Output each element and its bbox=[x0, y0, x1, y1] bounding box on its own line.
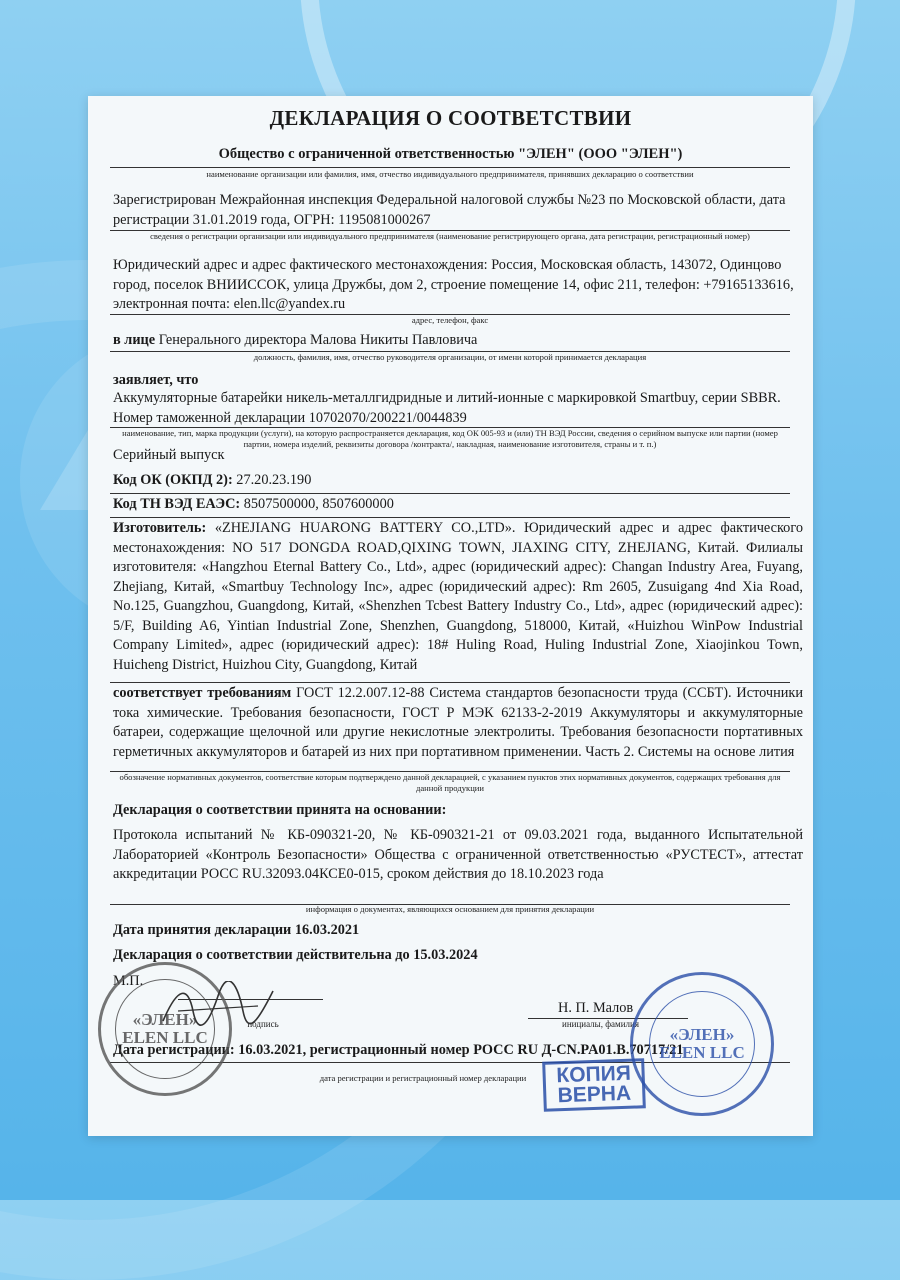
ok-code-line bbox=[113, 471, 803, 491]
signer-name: Н. П. Малов bbox=[558, 1000, 634, 1016]
person-prefix: в лице bbox=[113, 332, 156, 348]
caption-address: адрес, телефон, факс bbox=[411, 315, 489, 325]
caption-conformity: обозначение нормативных документов, соответствие которым подтверждено данной декларацией, с указанием пунктов этих нормативных документов, содержащих требования для данной продукции bbox=[119, 772, 781, 793]
conformity-block bbox=[113, 684, 803, 762]
valid-until: Декларация о соответствии действительна до 15.03.2024 bbox=[113, 947, 478, 963]
tnved-code-label: Код ТН ВЭД ЕАЭС: bbox=[113, 496, 241, 512]
tnved-code-value: 8507500000, 8507600000 bbox=[240, 496, 394, 512]
caption-signature: подпись bbox=[247, 1019, 279, 1029]
seal-center-text: «ЭЛЕН» ELEN LLC bbox=[649, 991, 756, 1098]
declaration-document bbox=[88, 96, 813, 1136]
serial-production: Серийный выпуск bbox=[113, 447, 225, 463]
registration-date: Дата регистрации: 16.03.2021, регистрационный номер РОСС RU Д-CN.PA01.B.70717/21 bbox=[113, 1042, 684, 1058]
conformity-text: ГОСТ 12.2.007.12-88 Система стандартов безопасности труда (ССБТ). Источники тока химические. Требования безопасности, ГОСТ Р МЭК 62133-2-2019 Аккумуляторы и аккумуляторные батареи, содержащие щелочной или другие некислотные электролиты. Требования безопасности портативных герметичных аккумуляторов и батарей из них при портативном применении. Часть 2. Системы на основе лития bbox=[113, 685, 803, 760]
divider bbox=[110, 682, 790, 683]
signature-mark bbox=[158, 981, 278, 1031]
caption-person: должность, фамилия, имя, отчество руководителя организации, от имени которой принимается декларация bbox=[253, 352, 647, 362]
ok-code-value: 27.20.23.190 bbox=[232, 472, 312, 488]
company-seal-blue bbox=[630, 972, 774, 1116]
organization-name: Общество с ограниченной ответственностью "ЭЛЕН" (ООО "ЭЛЕН") bbox=[218, 146, 683, 162]
caption-basis: информация о документах, являющихся основанием для принятия декларации bbox=[305, 904, 595, 914]
person-name: Генерального директора Малова Никиты Павловича bbox=[155, 332, 478, 348]
basis-label: Декларация о соответствии принята на основании: bbox=[113, 802, 447, 818]
manufacturer-label: Изготовитель: bbox=[113, 520, 207, 536]
declares-label: заявляет, что bbox=[113, 372, 199, 388]
date-accepted: Дата принятия декларации 16.03.2021 bbox=[113, 922, 360, 938]
caption-registration-date: дата регистрации и регистрационный номер декларации bbox=[319, 1073, 527, 1083]
divider bbox=[110, 493, 790, 494]
basis-text: Протокола испытаний № КБ-090321-20, № КБ-090321-21 от 09.03.2021 года, выданного Испытательной Лабораторией «Контроль Безопасности» Общества с ограниченной ответственностью «РУСТЕСТ», аттестат аккредитации РОСС RU.32093.04КСЕ0-015, сроком действия до 18.10.2023 года bbox=[113, 827, 803, 882]
caption-signer: инициалы, фамилия bbox=[562, 1019, 639, 1029]
divider bbox=[110, 167, 790, 168]
tnved-code-line bbox=[113, 495, 803, 515]
manufacturer-block bbox=[113, 519, 803, 675]
manufacturer-text: «ZHEJIANG HUARONG BATTERY CO.,LTD». Юридический адрес и адрес фактического местонахождения: NO 517 DONGDA ROAD,QIXING TOWN, JIAXING CITY, ZHEJIANG, Китай. Филиалы изготовителя: «Hangzhou Eternal Battery Co., Ltd», адрес (юридический адрес): Changan Industry Area, Fuyang, Zhejiang, Китай, «Smartbuy Technology Inc», адрес (юридический адрес): Rm 2605, Zusuigang 4nd Xia Road, No.125, Guangzhou, Guangdong, Китай, «Shenzhen Tcbest Battery Industry Co., Ltd», адрес (юридический адрес): 5/F, Building A6, Yintian Industrial Zone, Shenzhen, Guangdong, 518000, Китай, «Huizhou WinPow Industrial Company Limited», адрес (юридический адрес): 18# Huling Road, Huling Industrial Zone, Xiaojinkou Town, Huicheng District, Huizhou City, Guangdong, Китай bbox=[113, 520, 803, 673]
divider bbox=[110, 517, 790, 518]
seal-center-text: «ЭЛЕН» ELEN LLC bbox=[115, 979, 214, 1078]
caption-registration: сведения о регистрации организации или индивидуального предпринимателя (наименование регистрирующего органа, дата регистрации, регистрационный номер) bbox=[150, 231, 750, 241]
copy-verified-stamp: КОПИЯ ВЕРНА bbox=[542, 1058, 646, 1112]
person-line bbox=[113, 331, 803, 351]
document-title: ДЕКЛАРАЦИЯ О СООТВЕТСТВИИ bbox=[269, 106, 632, 130]
product-description: Аккумуляторные батарейки никель-металлгидридные и литий-ионные с маркировкой Smartbuy, серии SBBR. Номер таможенной декларации 10702070/200221/0044839 bbox=[113, 390, 781, 426]
caption-product: наименование, тип, марка продукции (услуги), на которую распространяется декларация, код ОК 005-93 и (или) ТН ВЭД России, сведения о серийном выпуске или партии (номер партии, номера изделий, реквизиты договора /контракта/, накладная, наименование изготовителя, страны и т. п.) bbox=[122, 428, 778, 449]
registration-info: Зарегистрирован Межрайонная инспекция Федеральной налоговой службы №23 по Московской области, дата регистрации 31.01.2019 года, ОГРН: 1195081000267 bbox=[113, 192, 786, 228]
conformity-label: соответствует требованиям bbox=[113, 685, 292, 701]
caption-organization: наименование организации или фамилия, имя, отчество индивидуального предпринимателя, принявших декларацию о соответствии bbox=[206, 169, 694, 179]
address-info: Юридический адрес и адрес фактического местонахождения: Россия, Московская область, 143072, Одинцово город, поселок ВНИИССОК, улица Дружбы, дом 2, строение помещение 14, офис 211, телефон: +79165133616, электронная почта: elen.llc@yandex.ru bbox=[113, 257, 794, 312]
ok-code-label: Код ОК (ОКПД 2): bbox=[113, 472, 233, 488]
seal-place-label: М.П. bbox=[113, 973, 144, 989]
